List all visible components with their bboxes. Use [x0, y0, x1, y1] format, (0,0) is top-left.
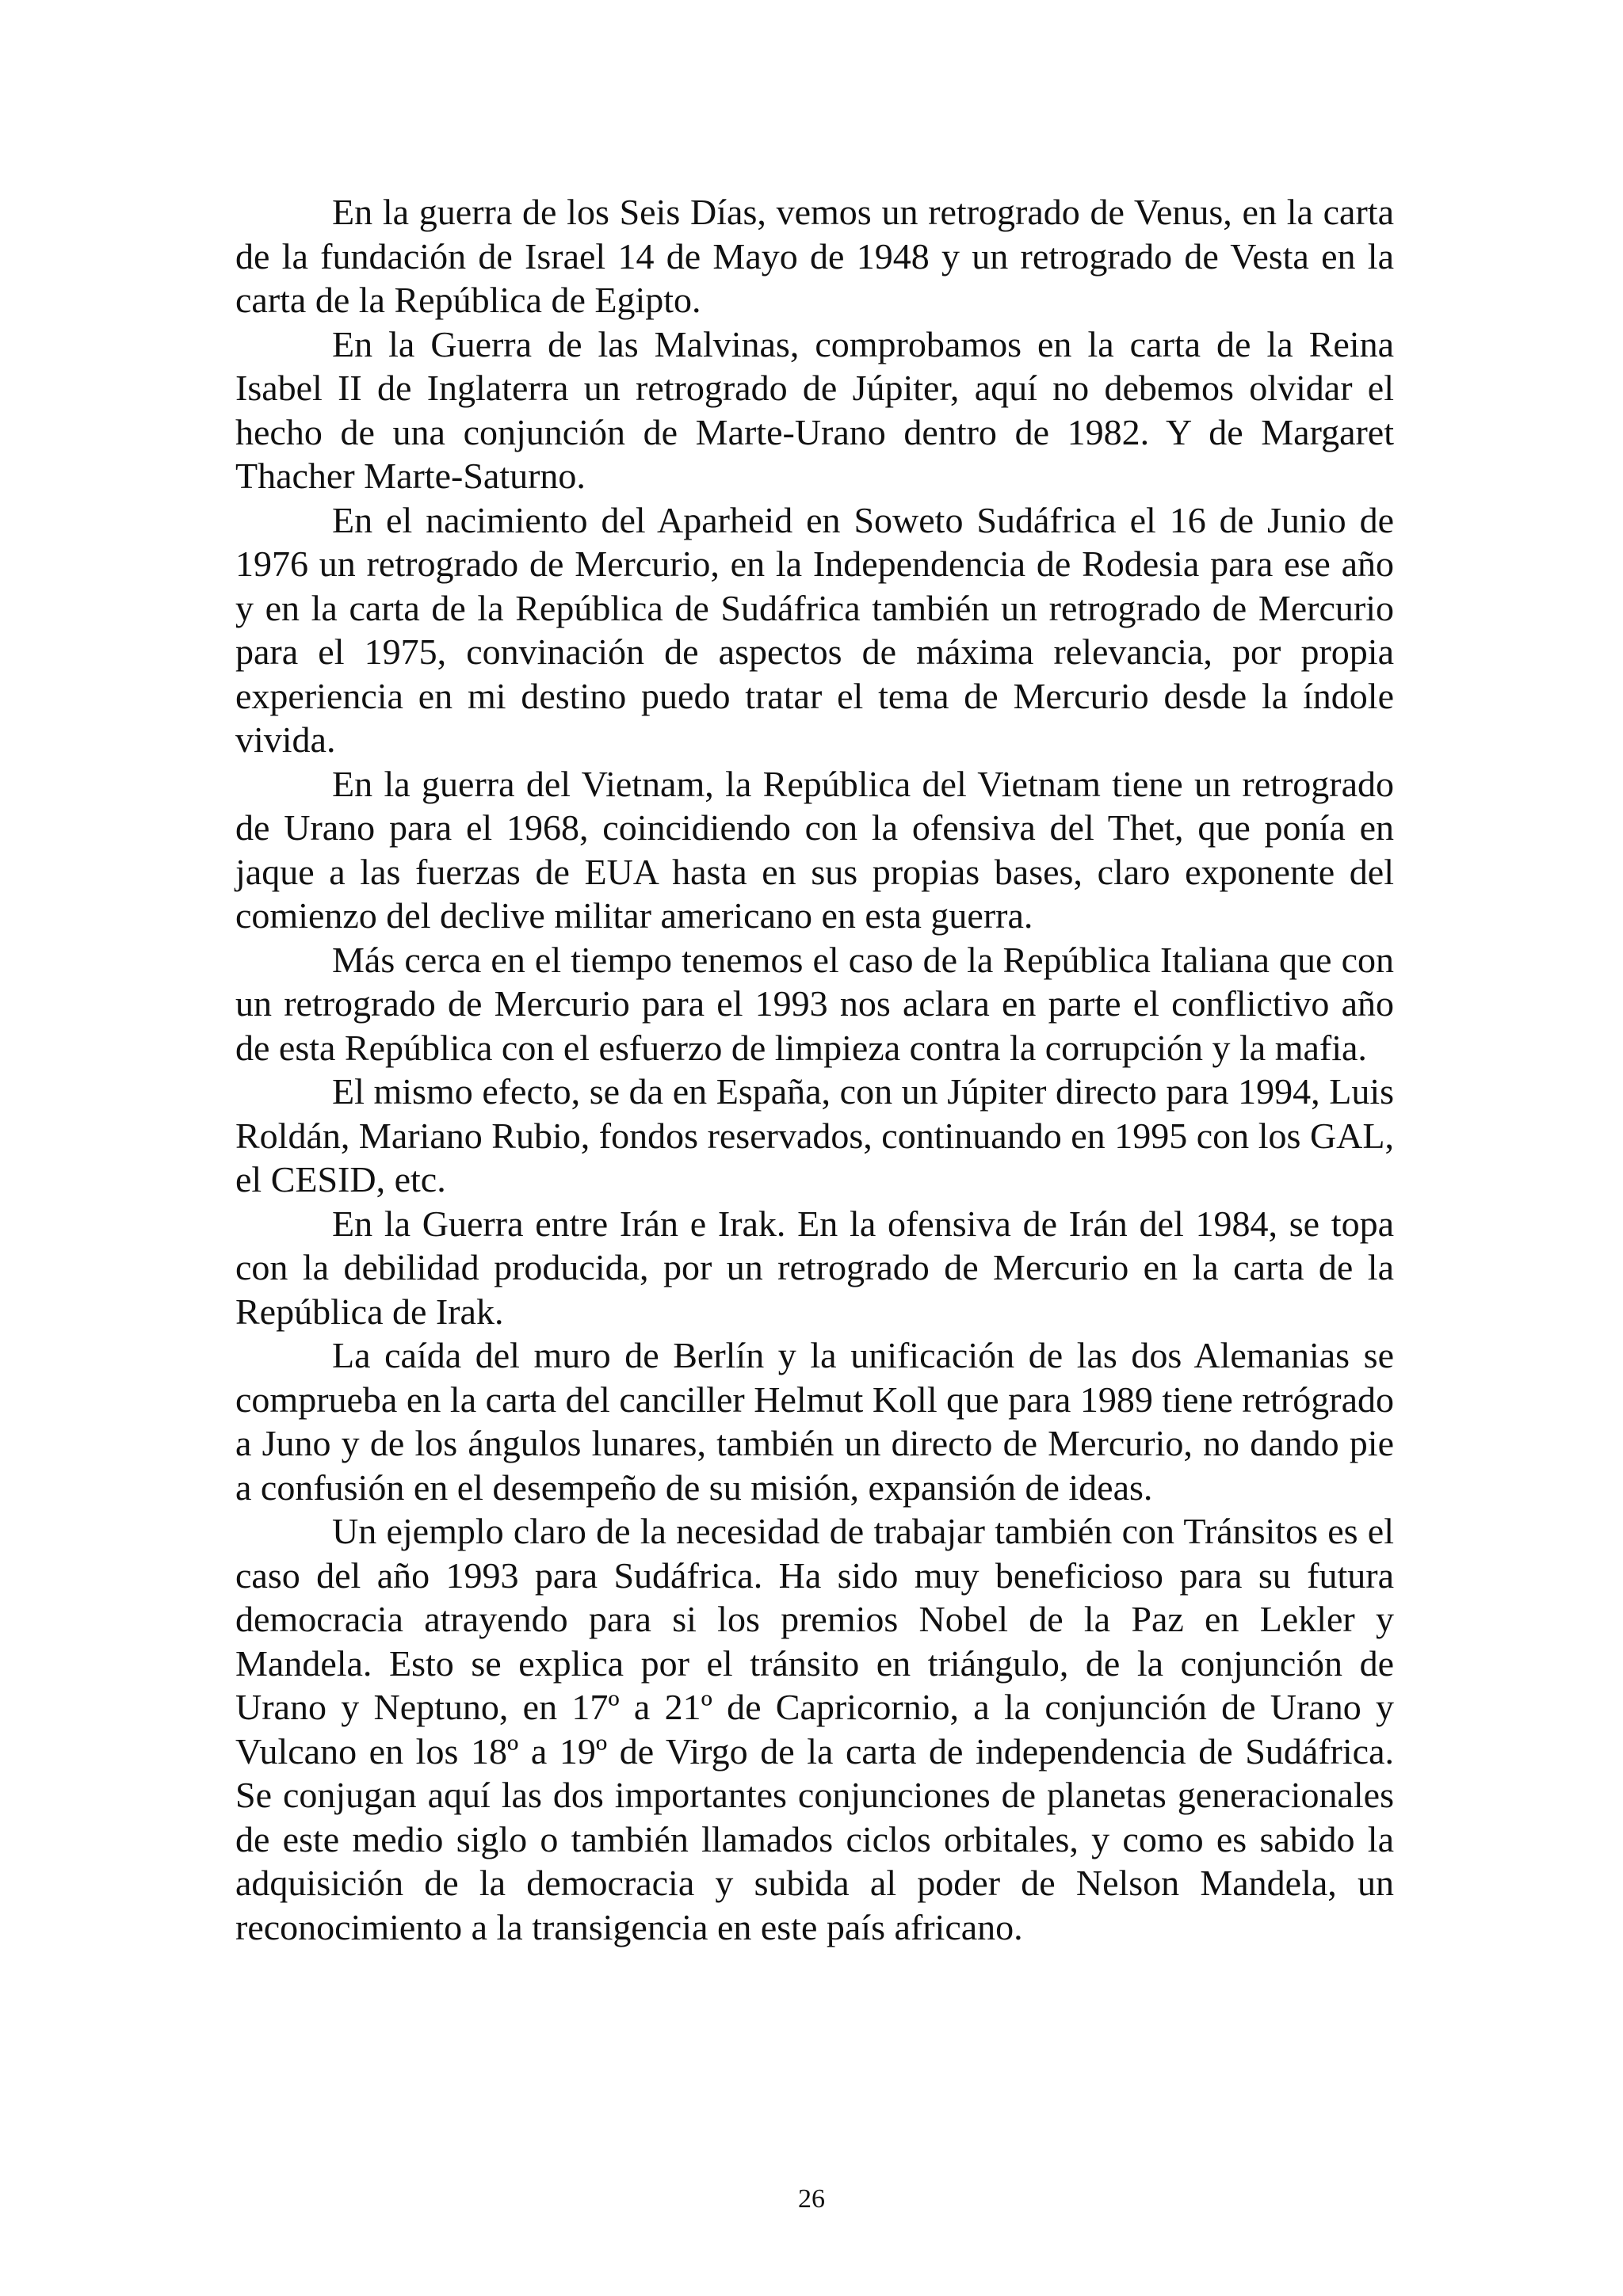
- paragraph-berlin: La caída del muro de Berlín y la unificación de las dos Alemanias se comprueba en la carta del canciller Helmut Koll que para 1989 tiene retrógrado a Juno y de los ángulos lunares, también un directo de Mercurio, no dando pie a confusión en el desempeño de su misión, expansión de ideas.: [235, 1335, 1394, 1508]
- paragraph-italy: Más cerca en el tiempo tenemos el caso de la República Italiana que con un retrogrado de Mercurio para el 1993 nos aclara en parte el conflictivo año de esta República con el esfuerzo de limpieza contra la corrupción y la mafia.: [235, 939, 1394, 1068]
- paragraph-malvinas: En la Guerra de las Malvinas, comprobamos en la carta de la Reina Isabel II de Inglaterra un retrogrado de Júpiter, aquí no debemos olvidar el hecho de una conjunción de Marte-Urano dentro de 1982. Y de Margaret Thacher Marte-Saturno.: [235, 323, 1394, 496]
- body-text: [235, 190, 1394, 1949]
- paragraph-south-africa-transits: Un ejemplo claro de la necesidad de trabajar también con Tránsitos es el caso del año 1993 para Sudáfrica. Ha sido muy beneficioso para su futura democracia atrayendo para si los premios Nobel de la Paz en Lekler y Mandela. Esto se explica por el tránsito en triángulo, de la conjunción de Urano y Neptuno, en 17º a 21º de Capricornio, a la conjunción de Urano y Vulcano en los 18º a 19º de Virgo de la carta de independencia de Sudáfrica. Se conjugan aquí las dos importantes conjunciones de planetas generacionales de este medio siglo o también llamados ciclos orbitales, y como es sabido la adquisición de la democracia y subida al poder de Nelson Mandela, un reconocimiento a la transigencia en este país africano.: [235, 1511, 1394, 1947]
- paragraph-soweto: En el nacimiento del Aparheid en Soweto Sudáfrica el 16 de Junio de 1976 un retrogrado de Mercurio, en la Independencia de Rodesia para ese año y en la carta de la República de Sudáfrica también un retrogrado de Mercurio para el 1975, convinación de aspectos de máxima relevancia, por propia experiencia en mi destino puedo tratar el tema de Mercurio desde la índole vivida.: [235, 499, 1394, 760]
- paragraph-six-day-war: En la guerra de los Seis Días, vemos un retrogrado de Venus, en la carta de la fundación de Israel 14 de Mayo de 1948 y un retrogrado de Vesta en la carta de la República de Egipto.: [235, 192, 1394, 320]
- paragraph-spain: El mismo efecto, se da en España, con un Júpiter directo para 1994, Luis Roldán, Mariano Rubio, fondos reservados, continuando en 1995 con los GAL, el CESID, etc.: [235, 1071, 1394, 1199]
- paragraph-iran-iraq: En la Guerra entre Irán e Irak. En la ofensiva de Irán del 1984, se topa con la debilidad producida, por un retrogrado de Mercurio en la carta de la República de Irak.: [235, 1203, 1394, 1332]
- paragraph-vietnam: En la guerra del Vietnam, la República del Vietnam tiene un retrogrado de Urano para el 1968, coincidiendo con la ofensiva del Thet, que ponía en jaque a las fuerzas de EUA hasta en sus propias bases, claro exponente del comienzo del declive militar americano en esta guerra.: [235, 763, 1394, 936]
- page-number: 26: [798, 2184, 825, 2214]
